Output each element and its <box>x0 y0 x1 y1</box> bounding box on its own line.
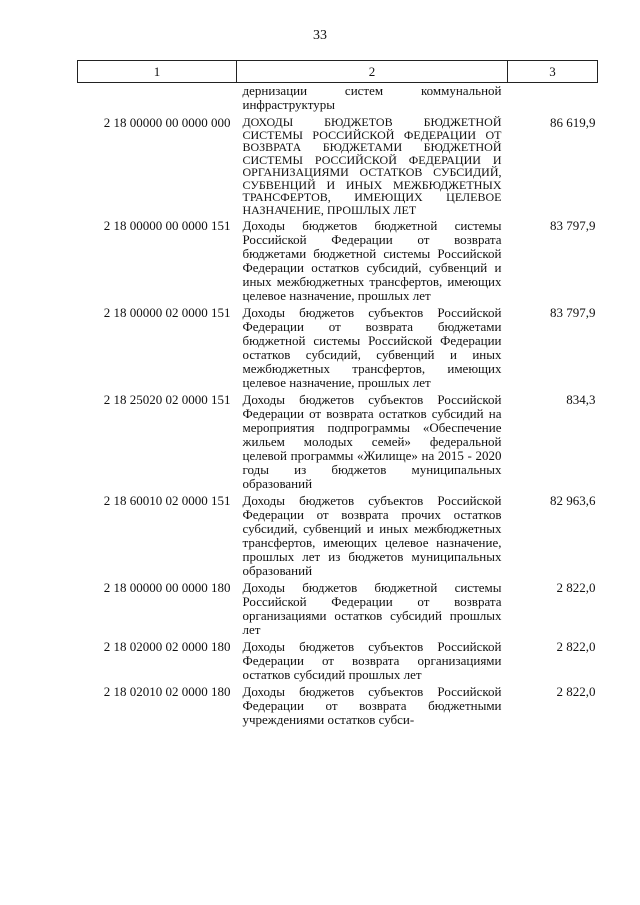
table-row <box>78 640 598 685</box>
row-amount: 83 797,9 <box>550 218 596 233</box>
row-description: Доходы бюджетов бюджетной системы Российской Федерации от возврата бюджетами бюджетной системы Российской Федерации остатков субсидий, субвенций и иных межбюджетных трансфертов, имеющих целевое назначение, прошлых лет <box>242 218 502 303</box>
table-header-row <box>78 61 598 83</box>
row-description: Доходы бюджетов субъектов Российской Федерации от возврата остатков субсидий на мероприятия подпрограммы «Обеспечение жильем молодых семей» федеральной целевой программы «Жилище» на 2015 - 2020 годы из бюджетов муниципальных образований <box>242 392 502 491</box>
row-description: Доходы бюджетов субъектов Российской Федерации от возврата организациями остатков субсидий прошлых лет <box>242 639 502 682</box>
row-code: 2 18 60010 02 0000 151 <box>103 493 231 508</box>
row-code: 2 18 00000 00 0000 000 <box>103 115 231 130</box>
row-code: 2 18 00000 02 0000 151 <box>103 305 231 320</box>
table-row <box>78 494 598 581</box>
column-header-3: 3 <box>508 61 598 83</box>
row-code: 2 18 00000 00 0000 151 <box>103 218 231 233</box>
row-description: ДОХОДЫ БЮДЖЕТОВ БЮДЖЕТНОЙ СИСТЕМЫ РОССИЙСКОЙ ФЕДЕРАЦИИ ОТ ВОЗВРАТА БЮДЖЕТАМИ БЮДЖЕТНОЙ СИСТЕМЫ РОССИЙСКОЙ ФЕДЕРАЦИИ И ОРГАНИЗАЦИЯМИ ОСТАТКОВ СУБСИДИЙ, СУБВЕНЦИЙ И ИНЫХ МЕЖБЮДЖЕТНЫХ ТРАНСФЕРТОВ, ИМЕЮЩИХ ЦЕЛЕВОЕ НАЗНАЧЕНИЕ, ПРОШЛЫХ ЛЕТ <box>242 115 502 217</box>
table-row <box>78 685 598 730</box>
row-code: 2 18 00000 00 0000 180 <box>103 580 231 595</box>
column-header-1: 1 <box>78 61 237 83</box>
row-amount: 2 822,0 <box>556 684 596 699</box>
row-amount: 834,3 <box>566 392 596 407</box>
row-amount: 83 797,9 <box>550 305 596 320</box>
row-description: Доходы бюджетов субъектов Российской Федерации от возврата прочих остатков субсидий, субвенций и иных межбюджетных трансфертов, имеющих целевое назначение, прошлых лет из бюджетов муниципальных образований <box>242 493 502 578</box>
row-description: Доходы бюджетов субъектов Российской Федерации от возврата бюджетными учреждениями остатков субси- <box>242 684 502 727</box>
table-row <box>78 581 598 640</box>
page-number: 33 <box>313 28 327 43</box>
row-description: Доходы бюджетов субъектов Российской Федерации от возврата бюджетами бюджетной системы Российской Федерации остатков субсидий, субвенций и иных межбюджетных трансфертов, имеющих целевое назначение, прошлых лет <box>242 305 502 390</box>
table-row <box>78 219 598 306</box>
row-code: 2 18 25020 02 0000 151 <box>103 392 231 407</box>
table-row <box>78 393 598 494</box>
row-amount: 86 619,9 <box>550 115 596 130</box>
row-description: Доходы бюджетов бюджетной системы Российской Федерации от возврата организациями остатков субсидий прошлых лет <box>242 580 502 637</box>
row-code: 2 18 02010 02 0000 180 <box>103 684 231 699</box>
revenue-table <box>77 60 598 730</box>
table-row <box>78 306 598 393</box>
row-amount: 2 822,0 <box>556 639 596 654</box>
row-amount: 2 822,0 <box>556 580 596 595</box>
column-header-2: 2 <box>237 61 508 83</box>
table-row <box>78 116 598 219</box>
row-amount: 82 963,6 <box>550 493 596 508</box>
table-row-continuation <box>78 83 598 117</box>
continuation-description: дернизации систем коммунальной инфраструктуры <box>242 83 502 112</box>
row-code: 2 18 02000 02 0000 180 <box>103 639 231 654</box>
